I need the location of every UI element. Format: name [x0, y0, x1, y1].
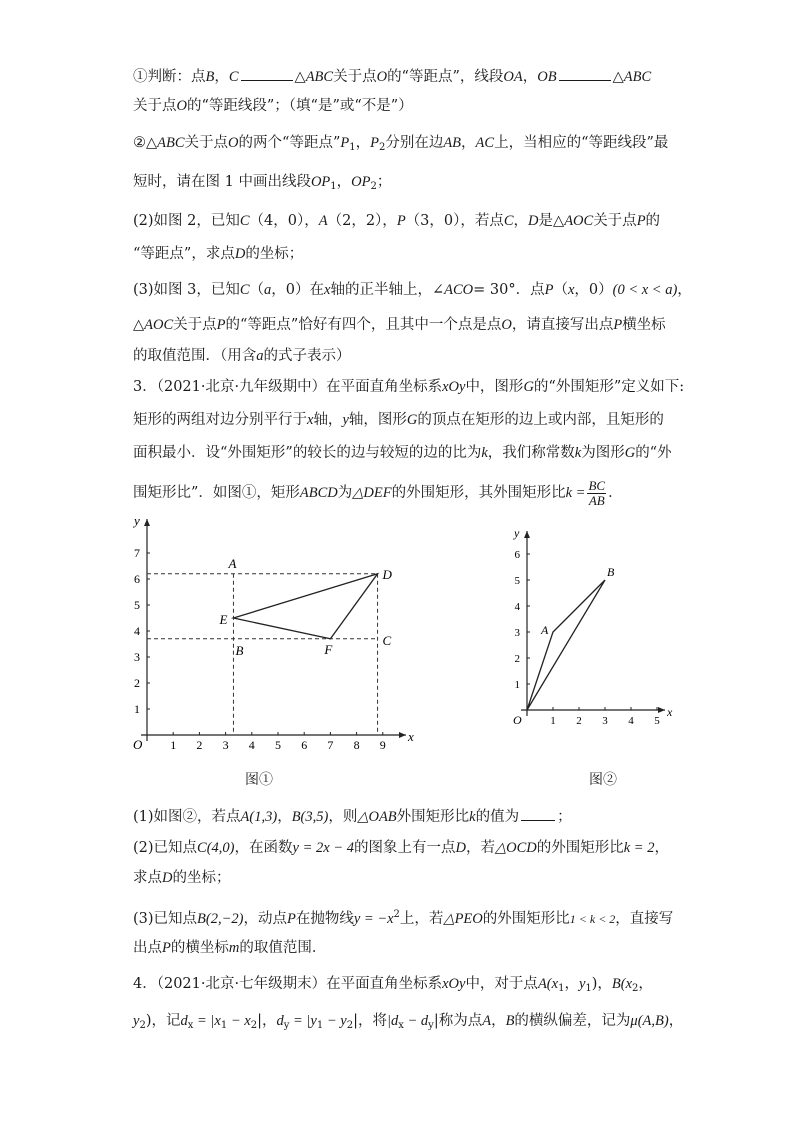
x-tick-label: 6	[301, 738, 308, 752]
question-3-line: 围矩形比”．如图①，矩形ABCD为△DEF的外围矩形，其外围矩形比k = $\frac{BC}{AB}$ ．	[133, 477, 623, 508]
y-tick-label: 2	[514, 653, 520, 665]
text-line: (2)如图 2，已知C（4，0），A（2，2），P（3，0），若点C，D是△AOC关于点P的	[133, 213, 661, 229]
question-4-line: 4．（2021·北京·七年级期末）在平面直角坐标系xOy中，对于点$A(x_1$，$y_1$)，$B(x_2$，	[133, 976, 653, 994]
y-tick-label: 7	[134, 546, 140, 560]
y-tick-label: 4	[134, 624, 140, 638]
point-label-f: F	[324, 641, 333, 657]
y-tick-label: 1	[514, 679, 520, 691]
y-axis-arrow	[524, 531, 530, 538]
point-label-e: E	[219, 612, 228, 627]
figure-1	[130, 515, 420, 760]
y-tick-label: 6	[514, 549, 520, 561]
x-axis-label: x	[667, 705, 673, 719]
y-axis-arrow	[144, 519, 150, 526]
answer-blank[interactable]	[559, 66, 611, 81]
figure-1-caption: 图①	[245, 772, 273, 788]
triangle-oab	[527, 580, 605, 710]
answer-blank[interactable]	[521, 806, 555, 821]
x-axis-arrow	[399, 732, 406, 738]
text-line: 短时，请在图 1 中画出线段$OP_1$，$OP_2$；	[133, 174, 392, 192]
x-tick-label: 1	[170, 738, 177, 752]
text-line: ①判断：点B，C △ABC关于点O的“等距点”，线段OA，OB △ABC	[133, 66, 651, 87]
y-tick-label: 4	[514, 601, 520, 613]
text-line: “等距点”，求点D的坐标；	[133, 246, 304, 262]
y-tick-label: 3	[134, 650, 140, 664]
origin-label: O	[513, 713, 522, 727]
x-tick-label: 7	[327, 738, 334, 752]
origin-label: O	[133, 737, 143, 752]
text-line: ②△ABC关于点O的两个“等距点$”P_1$，$P_2$分别在边AB，AC上，当相应的“等距线段”最	[133, 135, 669, 153]
text-line: 的取值范围．（用含a的式子表示）	[133, 348, 351, 364]
text-line: (3)如图 3，已知C（a，0）在x轴的正半轴上，∠ACO= 30°．点P（x，0）(0 < x < a)，	[133, 282, 692, 298]
x-tick-label: 4	[248, 738, 255, 752]
question-3-line: 矩形的两组对边分别平行于x轴，y轴，图形G的顶点在矩形的边上或内部，且矩形的	[133, 412, 664, 428]
x-tick-label: 3	[222, 738, 229, 752]
y-axis-label: y	[514, 526, 520, 540]
point-label-b: B	[235, 642, 244, 658]
y-tick-label: 3	[514, 627, 520, 639]
point-label-a: A	[228, 555, 237, 571]
sub-question-3: (3)已知点B(2,−2)，动点P在抛物线$y = -x^2$上，若△PEO的外围矩形比1 < k < 2，直接写	[133, 909, 674, 927]
sub-question-2-cont: 求点D的坐标；	[133, 870, 231, 886]
x-tick-label: 5	[654, 715, 660, 727]
x-tick-label: 2	[196, 738, 203, 752]
y-tick-label: 6	[134, 572, 140, 586]
x-tick-label: 4	[628, 715, 634, 727]
x-tick-label: 5	[275, 738, 281, 752]
figure-2-caption: 图②	[589, 772, 617, 788]
figure-2	[505, 525, 680, 735]
x-axis-arrow	[658, 707, 665, 713]
answer-blank[interactable]	[241, 66, 293, 81]
y-tick-label: 5	[514, 575, 520, 587]
point-label-c: C	[382, 632, 392, 648]
x-tick-label: 3	[602, 715, 608, 727]
x-tick-label: 9	[379, 738, 386, 752]
sub-question-1: (1)如图②，若点A(1,3)，B(3,5)，则△OAB外围矩形比k的值为 ；	[133, 806, 572, 827]
x-tick-label: 8	[353, 738, 360, 752]
question-3-line: 面积最小．设“外围矩形”的较长的边与较短的边的比为k，我们称常数k为图形G的“外	[133, 445, 672, 461]
text-line: 关于点O的“等距线段”；（填“是”或“不是”）	[133, 98, 413, 114]
y-tick-label: 1	[134, 702, 140, 716]
y-tick-label: 5	[134, 598, 140, 612]
fraction-bc-ab: $\frac{BC}{AB}$	[588, 477, 606, 508]
y-tick-label: 2	[134, 676, 140, 690]
point-label-b: B	[607, 565, 615, 579]
x-tick-label: 2	[576, 715, 582, 727]
question-3-line: 3．（2021·北京·九年级期中）在平面直角坐标系xOy中，图形G的“外围矩形”定义如下:	[133, 379, 685, 395]
sub-question-3-cont: 出点P的横坐标m的取值范围．	[133, 940, 327, 956]
x-axis-label: x	[408, 729, 414, 744]
triangle-def	[233, 574, 377, 639]
point-label-a: A	[541, 623, 549, 637]
y-axis-label: y	[134, 515, 140, 528]
point-label-d: D	[382, 566, 392, 582]
question-4-line: $y_2$)，记$d_x = |x_1 - x_2|$，$d_y = |y_1 - y_2|$，将$|d_x - d_y|$称为点A，B的横纵偏差，记为μ(A,B)，	[133, 1013, 684, 1031]
text-line: △AOC关于点P的“等距点”恰好有四个，且其中一个点是点O，请直接写出点P横坐标	[133, 317, 666, 333]
sub-question-2: (2)已知点C(4,0)，在函数y = 2x − 4的图象上有一点D，若△OCD的外围矩形比k = 2，	[133, 840, 669, 856]
x-tick-label: 1	[550, 715, 556, 727]
